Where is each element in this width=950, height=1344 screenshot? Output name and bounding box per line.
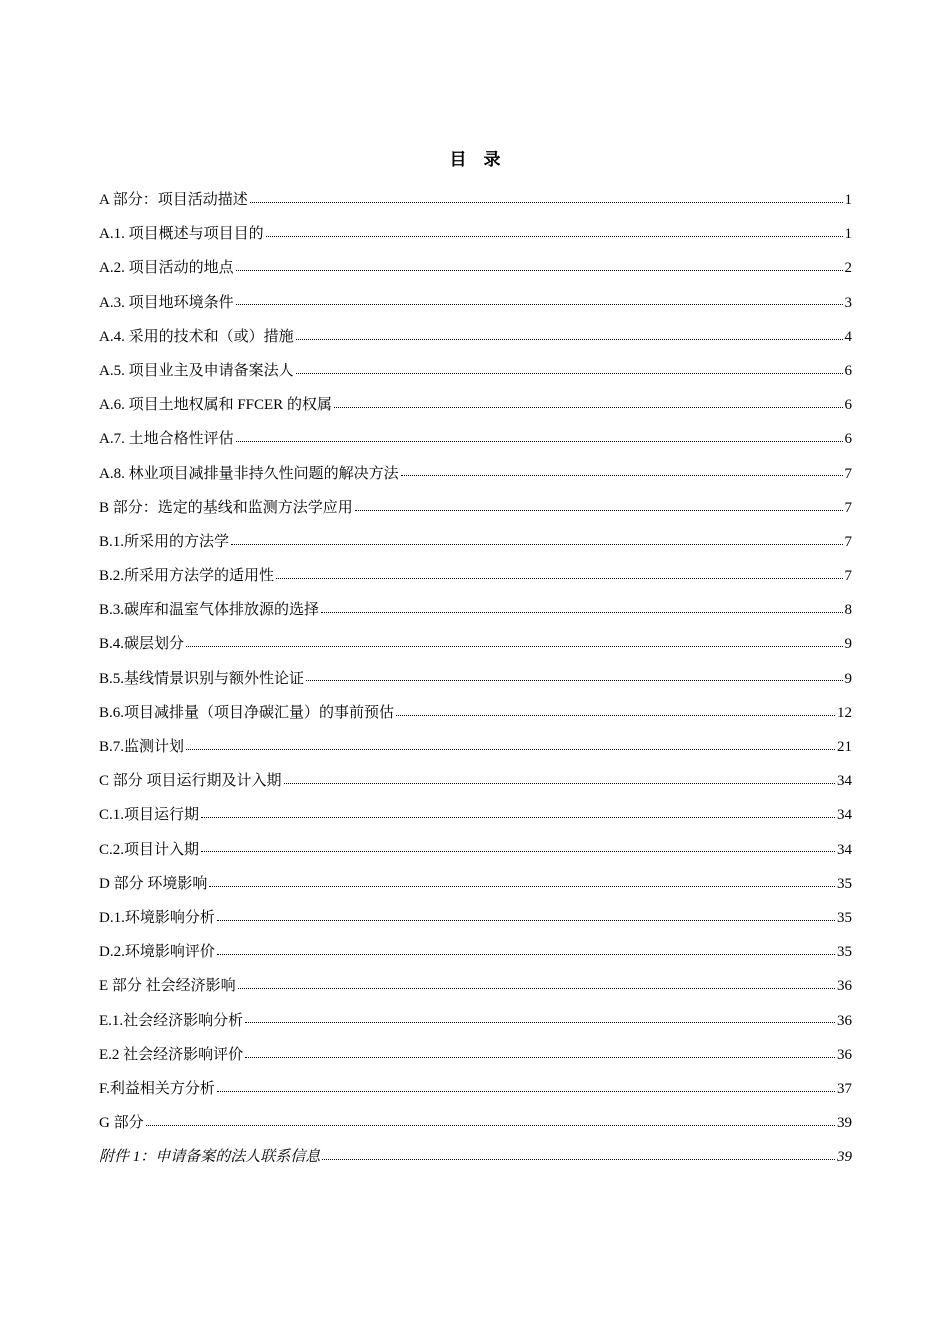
toc-entry-label: B.4.碳层划分 xyxy=(99,636,185,653)
dot-leader xyxy=(306,668,842,683)
toc-entry-label: F.利益相关方分析 xyxy=(99,1080,215,1097)
toc-entry-label: B.6.项目减排量（项目净碳汇量）的事前预估 xyxy=(99,704,395,721)
toc-entry-label: B.7.监测计划 xyxy=(99,739,185,755)
toc-entry[interactable] xyxy=(99,870,852,904)
toc-entry[interactable] xyxy=(99,528,852,562)
toc-entry-page-number: 7 xyxy=(844,465,852,482)
toc-entry[interactable] xyxy=(99,323,852,357)
dot-leader xyxy=(201,839,835,854)
toc-entry-label: B.2.所采用方法学的适用性 xyxy=(99,568,275,585)
toc-entry[interactable] xyxy=(99,630,852,664)
dot-leader xyxy=(296,360,843,375)
toc-entry-label: D 部分 环境影响 xyxy=(99,875,208,892)
toc-entry-label: A.5. 项目业主及申请备案法人 xyxy=(99,362,294,379)
toc-entry-label: E.2 社会经济影响评价 xyxy=(99,1046,244,1063)
toc-entry-page-number: 35 xyxy=(837,875,852,892)
dot-leader xyxy=(186,736,835,751)
toc-entry[interactable] xyxy=(99,186,852,220)
dot-leader xyxy=(146,1112,835,1127)
toc-entry-page-number: 37 xyxy=(837,1080,852,1097)
toc-entry-label: A.1. 项目概述与项目目的 xyxy=(99,226,264,243)
toc-entry[interactable] xyxy=(99,1075,852,1109)
toc-entry-page-number: 9 xyxy=(844,636,852,653)
dot-leader xyxy=(250,189,843,204)
toc-entry-page-number: 7 xyxy=(844,568,852,585)
toc-entry[interactable] xyxy=(99,596,852,630)
toc-entry[interactable] xyxy=(99,357,852,391)
toc-entry-page-number: 1 xyxy=(844,192,852,208)
toc-entry-page-number: 35 xyxy=(837,909,852,926)
dot-leader xyxy=(236,257,843,272)
toc-entry-page-number: 35 xyxy=(837,944,852,961)
dot-leader xyxy=(238,975,835,990)
toc-entry[interactable] xyxy=(99,699,852,733)
toc-entry-page-number: 34 xyxy=(837,773,852,790)
dot-leader xyxy=(284,770,835,785)
toc-entry[interactable] xyxy=(99,801,852,835)
toc-entry[interactable] xyxy=(99,972,852,1006)
toc-entry[interactable] xyxy=(99,733,852,767)
dot-leader xyxy=(245,1010,835,1025)
toc-entry[interactable] xyxy=(99,494,852,528)
toc-list xyxy=(99,186,852,1177)
toc-entry-page-number: 34 xyxy=(837,841,852,858)
toc-entry-label: A.7. 土地合格性评估 xyxy=(99,431,234,448)
toc-entry-label: C.2.项目计入期 xyxy=(99,841,200,858)
toc-entry-page-number: 7 xyxy=(844,533,852,550)
toc-entry-label: D.1.环境影响分析 xyxy=(99,909,215,926)
toc-entry[interactable] xyxy=(99,1041,852,1075)
toc-entry-page-number: 3 xyxy=(844,294,852,311)
dot-leader xyxy=(296,326,843,341)
dot-leader xyxy=(231,531,842,546)
toc-entry-page-number: 21 xyxy=(837,739,852,755)
dot-leader xyxy=(217,907,835,922)
toc-entry[interactable] xyxy=(99,1007,852,1041)
toc-entry-page-number: 1 xyxy=(844,226,852,243)
toc-entry[interactable] xyxy=(99,562,852,596)
toc-entry[interactable] xyxy=(99,665,852,699)
dot-leader xyxy=(276,565,842,580)
toc-entry-label: E.1.社会经济影响分析 xyxy=(99,1012,244,1029)
toc-entry-label: B.1.所采用的方法学 xyxy=(99,533,230,550)
toc-entry[interactable] xyxy=(99,836,852,870)
toc-title: 目 录 xyxy=(449,150,501,170)
dot-leader xyxy=(209,873,835,888)
toc-entry[interactable] xyxy=(99,425,852,459)
dot-leader xyxy=(401,463,843,478)
dot-leader xyxy=(355,497,843,512)
dot-leader xyxy=(245,1044,835,1059)
toc-entry[interactable] xyxy=(99,1143,852,1177)
toc-entry[interactable] xyxy=(99,460,852,494)
dot-leader xyxy=(266,223,843,238)
toc-entry[interactable] xyxy=(99,904,852,938)
toc-entry[interactable] xyxy=(99,1109,852,1143)
dot-leader xyxy=(217,1078,835,1093)
toc-entry-page-number: 36 xyxy=(837,978,852,995)
toc-entry-page-number: 4 xyxy=(844,328,852,345)
dot-leader xyxy=(217,941,835,956)
dot-leader xyxy=(322,1146,835,1161)
toc-entry-label: A.8. 林业项目减排量非持久性问题的解决方法 xyxy=(99,465,399,482)
dot-leader xyxy=(334,394,843,409)
toc-entry-label: C 部分 项目运行期及计入期 xyxy=(99,773,282,790)
toc-entry-label: A.3. 项目地环境条件 xyxy=(99,294,234,311)
toc-entry-label: A.6. 项目土地权属和 FFCER 的权属 xyxy=(99,397,332,414)
toc-entry-label: B.5.基线情景识别与额外性论证 xyxy=(99,670,305,687)
toc-entry-label: A.2. 项目活动的地点 xyxy=(99,260,234,277)
toc-entry-page-number: 39 xyxy=(837,1115,852,1132)
toc-entry-label: C.1.项目运行期 xyxy=(99,807,200,824)
toc-entry[interactable] xyxy=(99,767,852,801)
toc-entry-label: G 部分 xyxy=(99,1115,144,1132)
toc-entry-page-number: 6 xyxy=(844,362,852,379)
toc-entry-page-number: 9 xyxy=(844,670,852,687)
dot-leader xyxy=(236,292,843,307)
toc-entry-page-number: 36 xyxy=(837,1012,852,1029)
toc-entry[interactable] xyxy=(99,254,852,288)
dot-leader xyxy=(201,804,835,819)
toc-entry-page-number: 39 xyxy=(837,1149,852,1166)
toc-entry-page-number: 6 xyxy=(844,431,852,448)
toc-entry-label: A.4. 采用的技术和（或）措施 xyxy=(99,328,294,345)
toc-entry-label: D.2.环境影响评价 xyxy=(99,944,215,961)
toc-entry[interactable] xyxy=(99,938,852,972)
dot-leader xyxy=(321,599,842,614)
dot-leader xyxy=(396,702,835,717)
toc-entry-page-number: 12 xyxy=(837,704,852,721)
toc-entry-label: B 部分：选定的基线和监测方法学应用 xyxy=(99,499,353,516)
toc-entry-page-number: 7 xyxy=(844,499,852,516)
toc-entry-label: A 部分：项目活动描述 xyxy=(99,192,248,208)
toc-entry-page-number: 8 xyxy=(844,602,852,619)
toc-entry-page-number: 2 xyxy=(844,260,852,277)
toc-entry-label: B.3.碳库和温室气体排放源的选择 xyxy=(99,602,320,619)
toc-entry-label: E 部分 社会经济影响 xyxy=(99,978,236,995)
dot-leader xyxy=(186,633,842,648)
toc-entry[interactable] xyxy=(99,391,852,425)
toc-entry-label: 附件 1：申请备案的法人联系信息 xyxy=(99,1149,321,1166)
toc-entry-page-number: 34 xyxy=(837,807,852,824)
toc-entry-page-number: 36 xyxy=(837,1046,852,1063)
toc-entry-page-number: 6 xyxy=(844,397,852,414)
toc-entry[interactable] xyxy=(99,220,852,254)
dot-leader xyxy=(236,428,843,443)
toc-entry[interactable] xyxy=(99,289,852,323)
